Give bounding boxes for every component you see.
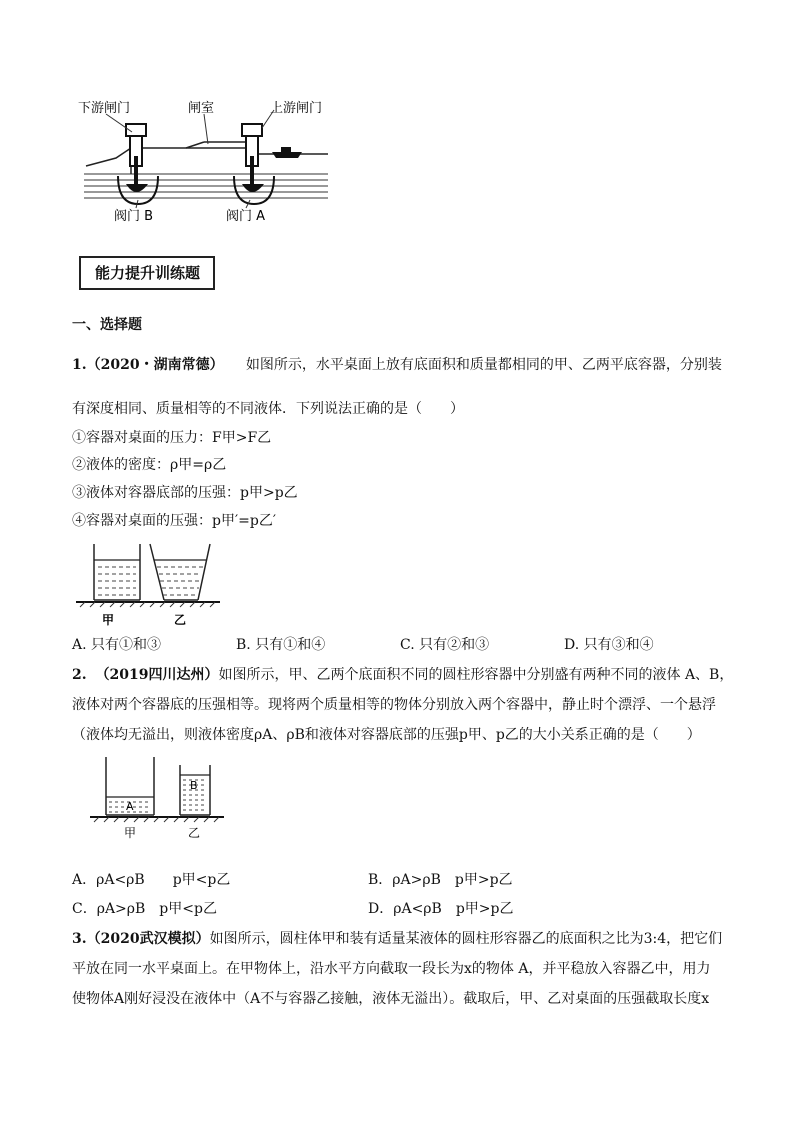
q2-stem-line1: 如图所示，甲、乙两个底面积不同的圆柱形容器中分别盛有两种不同的液体 A、B，: [218, 667, 734, 683]
q1-fig-label-jia: 甲: [102, 613, 115, 627]
q1-line1: [72, 356, 722, 374]
q3-number: 3.: [72, 931, 87, 947]
ship-lock-figure: [76, 96, 336, 226]
q3-stem-line2: 平放在同一水平桌面上。在甲物体上，沿水平方向截取一段长为x的物体 A，并平稳放入容器乙中，用力: [72, 961, 711, 977]
upstream-gate-label: 上游闸门: [270, 101, 323, 116]
q1-statement-4: ④容器对桌面的压强：p甲′=p乙′: [72, 513, 277, 529]
q1-containers-figure: [74, 540, 224, 630]
q1-fig-label-yi: 乙: [174, 613, 187, 627]
q1-statement-3: ③液体对容器底部的压强：p甲>p乙: [72, 485, 298, 501]
section-heading: 一、选择题: [72, 317, 142, 333]
q1-option-b: B. 只有①和④: [236, 637, 326, 653]
section-title-box: 能力提升训练题: [79, 256, 215, 290]
q1-source: （2020・湖南常德）: [86, 357, 224, 373]
q2-line1: [72, 666, 733, 684]
valve-b-label: 阀门 B: [114, 209, 154, 224]
q1-option-d: D. 只有③和④: [564, 637, 654, 653]
q2-stem-line2: 液体对两个容器底的压强相等。现将两个质量相等的物体分别放入两个容器中，静止时个漂浮、一个悬浮: [72, 697, 716, 713]
lock-chamber-label: 闸室: [188, 101, 215, 116]
q2-number: 2.: [72, 667, 87, 683]
q2-option-c: C．ρA>ρB p甲<p乙: [72, 901, 217, 917]
q1-stem-line2: 有深度相同、质量相等的不同液体．下列说法正确的是（ ）: [72, 401, 464, 417]
q2-option-b: B．ρA>ρB p甲>p乙: [368, 872, 513, 888]
q3-stem-line1: 如图所示，圆柱体甲和装有适量某液体的圆柱形容器乙的底面积之比为3:4，把它们: [209, 931, 723, 947]
q2-fig-liquid-a: A: [126, 800, 134, 813]
q2-fig-liquid-b: B: [190, 779, 198, 792]
q2-option-a: A．ρA<ρB p甲<p乙: [72, 872, 231, 888]
q3-stem-line3: 使物体A刚好浸没在液体中（A不与容器乙接触，液体无溢出）。截取后，甲、乙对桌面的压强截取长度x: [72, 991, 710, 1007]
q2-source: （2019四川达州）: [95, 667, 219, 683]
q2-fig-label-jia: 甲: [124, 826, 137, 840]
q3-source: （2020武汉模拟）: [86, 931, 210, 947]
q1-option-c: C. 只有②和③: [400, 637, 490, 653]
q2-cylinders-figure: [88, 755, 228, 845]
downstream-gate-label: 下游闸门: [78, 101, 131, 116]
valve-a-label: 阀门 A: [226, 209, 266, 224]
q2-fig-label-yi: 乙: [188, 826, 201, 840]
q1-statement-2: ②液体的密度：ρ甲=ρ乙: [72, 457, 227, 473]
q1-statement-1: ①容器对桌面的压力：F甲>F乙: [72, 430, 272, 446]
q3-line1: [72, 930, 722, 948]
q1-number: 1.: [72, 357, 87, 373]
q1-option-a: A. 只有①和③: [72, 637, 162, 653]
q2-option-d: D．ρA<ρB p甲>p乙: [368, 901, 514, 917]
q1-stem-line1: 如图所示，水平桌面上放有底面积和质量都相同的甲、乙两平底容器，分别装: [245, 357, 722, 373]
q2-stem-line3: （液体均无溢出，则液体密度ρA、ρB和液体对容器底部的压强p甲、p乙的大小关系正确的是（ ）: [72, 727, 701, 743]
